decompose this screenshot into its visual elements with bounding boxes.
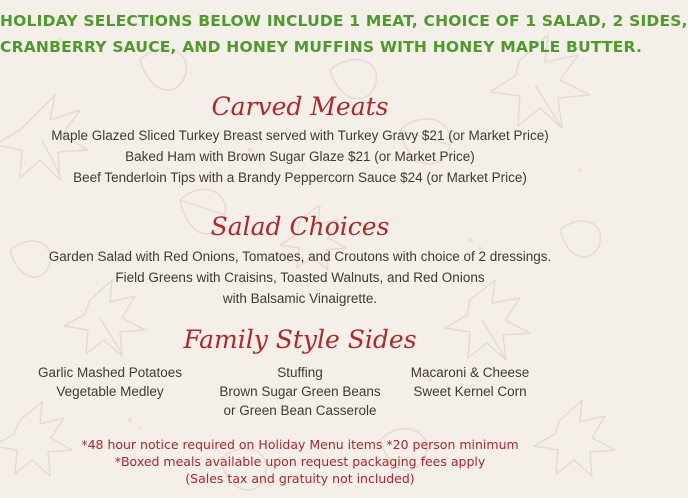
order-notice [0, 436, 600, 487]
carved-meats-item: Baked Ham with Brown Sugar Glaze $21 (or Market Price) [125, 149, 475, 164]
header-line-2: CRANBERRY SAUCE, AND HONEY MUFFINS WITH HONEY MAPLE BUTTER. [0, 38, 643, 56]
side-item: Brown Sugar Green Beans [219, 384, 381, 399]
carved-meats-list [0, 125, 600, 188]
sides-column-2 [210, 363, 390, 420]
side-item: Macaroni & Cheese [410, 365, 530, 380]
header-line-1: HOLIDAY SELECTIONS BELOW INCLUDE 1 MEAT, CHOICE OF 1 SALAD, 2 SIDES, [0, 12, 688, 30]
side-item: or Green Bean Casserole [223, 403, 377, 418]
carved-meats-item: Beef Tenderloin Tips with a Brandy Peppercorn Sauce $24 (or Market Price) [73, 170, 527, 185]
salad-choices-item: Field Greens with Craisins, Toasted Walnuts, and Red Onions [115, 270, 485, 285]
menu-header [0, 8, 688, 60]
carved-meats-item: Maple Glazed Sliced Turkey Breast served with Turkey Gravy $21 (or Market Price) [51, 128, 549, 143]
side-item: Garlic Mashed Potatoes [37, 365, 183, 380]
family-sides-title: Family Style Sides [183, 325, 417, 354]
side-item: Vegetable Medley [56, 384, 164, 399]
notice-line-1: *48 hour notice required on Holiday Menu items *20 person minimum [81, 437, 519, 452]
side-item: Stuffing [277, 365, 323, 380]
salad-choices-title: Salad Choices [210, 212, 390, 241]
salad-choices-item: Garden Salad with Red Onions, Tomatoes, and Croutons with choice of 2 dressings. [48, 249, 552, 264]
carved-meats-title: Carved Meats [211, 92, 389, 121]
salad-choices-list [0, 246, 600, 309]
sides-column-3 [400, 363, 540, 401]
notice-line-3: (Sales tax and gratuity not included) [185, 471, 415, 486]
side-item: Sweet Kernel Corn [413, 384, 527, 399]
notice-line-2: *Boxed meals available upon request packaging fees apply [114, 454, 486, 469]
sides-column-1 [20, 363, 200, 401]
salad-choices-item: with Balsamic Vinaigrette. [222, 291, 378, 306]
